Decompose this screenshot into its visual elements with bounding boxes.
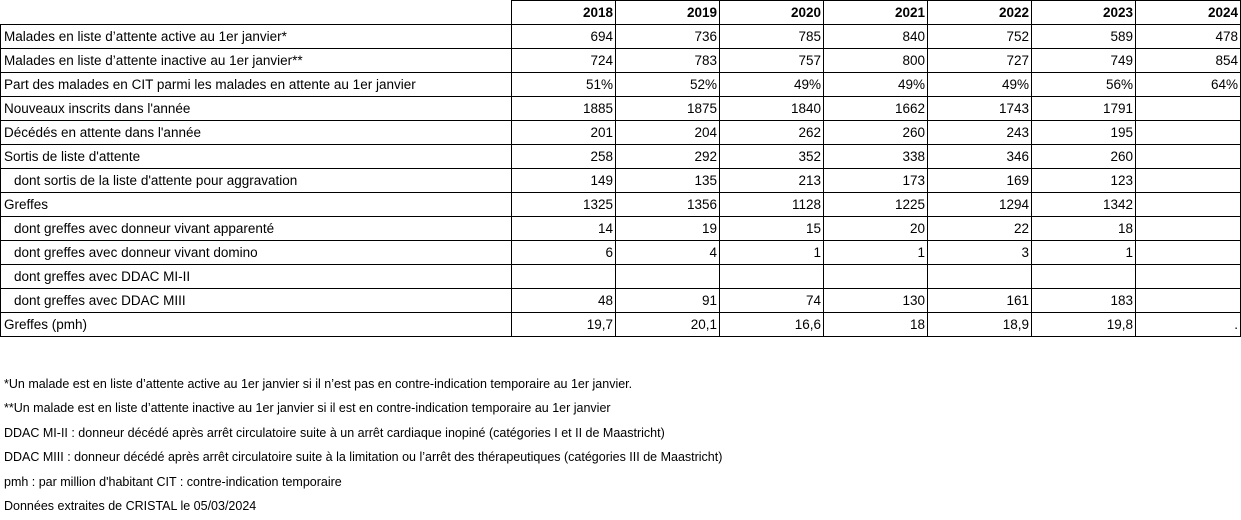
row-label: Part des malades en CIT parmi les malades en attente au 1er janvier — [1, 73, 512, 97]
value-cell — [1136, 145, 1241, 169]
footnote-line: DDAC MI-II : donneur décédé après arrêt circulatoire suite à un arrêt cardiaque inopiné (catégories I et II de Maastricht) — [4, 425, 665, 440]
row-label: Décédés en attente dans l'année — [1, 121, 512, 145]
value-cell — [928, 265, 1032, 289]
value-cell — [1136, 289, 1241, 313]
value-cell: 4 — [616, 241, 720, 265]
value-cell: 161 — [928, 289, 1032, 313]
value-cell: . — [1136, 313, 1241, 337]
value-cell — [1136, 265, 1241, 289]
value-cell: 757 — [720, 49, 824, 73]
value-cell: 49% — [928, 73, 1032, 97]
value-cell: 19 — [616, 217, 720, 241]
value-cell: 727 — [928, 49, 1032, 73]
value-cell: 49% — [824, 73, 928, 97]
value-cell — [720, 265, 824, 289]
value-cell: 785 — [720, 25, 824, 49]
value-cell: 18 — [1032, 217, 1136, 241]
table-row — [1, 265, 1241, 289]
value-cell: 56% — [1032, 73, 1136, 97]
value-cell: 169 — [928, 169, 1032, 193]
value-cell: 52% — [616, 73, 720, 97]
row-label: dont sortis de la liste d'attente pour aggravation — [1, 169, 512, 193]
value-cell: 1 — [720, 241, 824, 265]
table-row — [1, 169, 1241, 193]
value-cell: 1128 — [720, 193, 824, 217]
value-cell: 20,1 — [616, 313, 720, 337]
value-cell — [1136, 169, 1241, 193]
value-cell: 20 — [824, 217, 928, 241]
table-row — [1, 97, 1241, 121]
value-cell: 694 — [512, 25, 616, 49]
value-cell: 149 — [512, 169, 616, 193]
row-label: dont greffes avec DDAC MI-II — [1, 265, 512, 289]
value-cell: 243 — [928, 121, 1032, 145]
value-cell: 292 — [616, 145, 720, 169]
table-row — [1, 49, 1241, 73]
value-cell: 260 — [824, 121, 928, 145]
value-cell: 1 — [1032, 241, 1136, 265]
value-cell: 1225 — [824, 193, 928, 217]
value-cell: 749 — [1032, 49, 1136, 73]
value-cell: 213 — [720, 169, 824, 193]
row-label: dont greffes avec donneur vivant domino — [1, 241, 512, 265]
row-label: Malades en liste d’attente active au 1er janvier* — [1, 25, 512, 49]
footnote-line: Données extraites de CRISTAL le 05/03/2024 — [4, 499, 257, 514]
value-cell: 18,9 — [928, 313, 1032, 337]
value-cell: 724 — [512, 49, 616, 73]
value-cell: 840 — [824, 25, 928, 49]
value-cell: 1662 — [824, 97, 928, 121]
value-cell: 183 — [1032, 289, 1136, 313]
row-label: dont greffes avec donneur vivant apparenté — [1, 217, 512, 241]
value-cell: 258 — [512, 145, 616, 169]
footnote-line: *Un malade est en liste d’attente active au 1er janvier si il n’est pas en contre-indication temporaire au 1er janvier. — [4, 377, 633, 391]
table-row — [1, 25, 1241, 49]
year-header: 2018 — [512, 1, 616, 25]
value-cell — [1032, 265, 1136, 289]
value-cell: 478 — [1136, 25, 1241, 49]
footnote-line: pmh : par million d'habitant CIT : contre-indication temporaire — [4, 474, 342, 489]
value-cell — [1136, 121, 1241, 145]
table-row — [1, 217, 1241, 241]
value-cell: 201 — [512, 121, 616, 145]
value-cell: 338 — [824, 145, 928, 169]
year-header: 2024 — [1136, 1, 1241, 25]
table-row — [1, 313, 1241, 337]
table-row — [1, 73, 1241, 97]
value-cell: 1325 — [512, 193, 616, 217]
value-cell: 1875 — [616, 97, 720, 121]
row-label: Greffes (pmh) — [1, 313, 512, 337]
value-cell: 51% — [512, 73, 616, 97]
value-cell: 204 — [616, 121, 720, 145]
value-cell: 130 — [824, 289, 928, 313]
value-cell: 346 — [928, 145, 1032, 169]
value-cell: 800 — [824, 49, 928, 73]
value-cell: 14 — [512, 217, 616, 241]
table-row — [1, 145, 1241, 169]
value-cell: 1791 — [1032, 97, 1136, 121]
value-cell — [616, 265, 720, 289]
value-cell: 1356 — [616, 193, 720, 217]
year-header: 2020 — [720, 1, 824, 25]
value-cell: 6 — [512, 241, 616, 265]
value-cell — [1136, 193, 1241, 217]
value-cell — [1136, 97, 1241, 121]
value-cell: 74 — [720, 289, 824, 313]
value-cell: 352 — [720, 145, 824, 169]
row-label: Nouveaux inscrits dans l'année — [1, 97, 512, 121]
value-cell: 3 — [928, 241, 1032, 265]
value-cell: 1885 — [512, 97, 616, 121]
value-cell: 49% — [720, 73, 824, 97]
value-cell: 48 — [512, 289, 616, 313]
table-body — [1, 25, 1241, 337]
table-row — [1, 289, 1241, 313]
value-cell: 195 — [1032, 121, 1136, 145]
value-cell — [1136, 217, 1241, 241]
row-label: Sortis de liste d'attente — [1, 145, 512, 169]
value-cell: 260 — [1032, 145, 1136, 169]
footnote-line: **Un malade est en liste d’attente inactive au 1er janvier si il est en contre-indication temporaire au 1er janvier — [4, 401, 611, 416]
value-cell: 1342 — [1032, 193, 1136, 217]
value-cell: 19,7 — [512, 313, 616, 337]
footnotes — [4, 372, 722, 518]
row-label: Greffes — [1, 193, 512, 217]
value-cell — [824, 265, 928, 289]
year-header: 2022 — [928, 1, 1032, 25]
value-cell: 783 — [616, 49, 720, 73]
value-cell: 752 — [928, 25, 1032, 49]
value-cell: 15 — [720, 217, 824, 241]
value-cell: 19,8 — [1032, 313, 1136, 337]
footnote-line: DDAC MIII : donneur décédé après arrêt circulatoire suite à la limitation ou l’arrêt des thérapeutiques (catégories III de Maastricht) — [4, 450, 723, 465]
value-cell — [1136, 241, 1241, 265]
value-cell: 123 — [1032, 169, 1136, 193]
value-cell: 173 — [824, 169, 928, 193]
value-cell: 1 — [824, 241, 928, 265]
row-label: dont greffes avec DDAC MIII — [1, 289, 512, 313]
table-row — [1, 241, 1241, 265]
value-cell: 262 — [720, 121, 824, 145]
year-header: 2019 — [616, 1, 720, 25]
value-cell: 91 — [616, 289, 720, 313]
value-cell: 1840 — [720, 97, 824, 121]
value-cell: 1294 — [928, 193, 1032, 217]
value-cell: 589 — [1032, 25, 1136, 49]
year-header: 2023 — [1032, 1, 1136, 25]
value-cell: 135 — [616, 169, 720, 193]
value-cell: 736 — [616, 25, 720, 49]
value-cell: 16,6 — [720, 313, 824, 337]
year-header-row — [1, 1, 1241, 25]
table-row — [1, 193, 1241, 217]
value-cell: 1743 — [928, 97, 1032, 121]
value-cell: 22 — [928, 217, 1032, 241]
table-row — [1, 121, 1241, 145]
year-header: 2021 — [824, 1, 928, 25]
row-label: Malades en liste d’attente inactive au 1er janvier** — [1, 49, 512, 73]
value-cell: 18 — [824, 313, 928, 337]
value-cell: 854 — [1136, 49, 1241, 73]
value-cell — [512, 265, 616, 289]
value-cell: 64% — [1136, 73, 1241, 97]
corner-cell — [1, 1, 512, 25]
